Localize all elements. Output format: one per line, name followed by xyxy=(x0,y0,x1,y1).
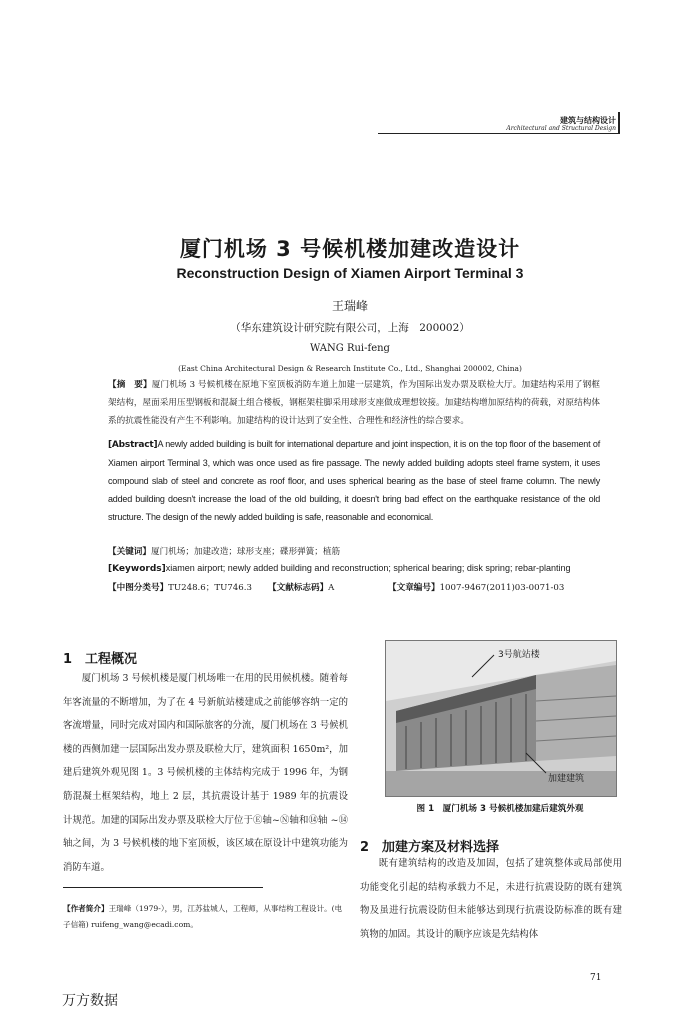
abstract-cn xyxy=(108,376,600,430)
keywords-cn-text: 厦门机场；加建改造；球形支座；碟形弹簧；植筋 xyxy=(150,547,341,557)
footnote-label: 【作者简介】 xyxy=(63,904,109,913)
section-2-paragraph: 既有建筑结构的改造及加固，包括了建筑整体或局部使用功能变化引起的结构承载力不足，未进行抗震设防的既有建筑物及虽进行抗震设防但未能够达到现行抗震设防标准的既有建筑物的加固。其设计的顺序应该是先结构体 xyxy=(360,858,622,940)
figure-1-caption: 图 1 厦门机场 3 号候机楼加建后建筑外观 xyxy=(416,804,584,814)
section-2-title: 加建方案及材料选择 xyxy=(382,840,500,855)
author-name-cn: 王瑞峰 xyxy=(331,299,368,313)
figure-1-photo xyxy=(385,640,617,797)
abstract-cn-label: 【摘 要】 xyxy=(108,380,152,390)
doc-label: 【文献标志码】 xyxy=(268,583,329,593)
doc-code xyxy=(268,581,334,593)
abstract-en xyxy=(108,435,600,526)
keywords-cn-label: 【关键词】 xyxy=(108,547,151,557)
abstract-en-label: [Abstract] xyxy=(108,440,158,450)
author-affiliation-cn: （华东建筑设计研究院有限公司，上海 200002） xyxy=(230,322,470,334)
page-number: 71 xyxy=(590,973,602,983)
journal-name-cn: 建筑与结构设计 xyxy=(560,116,616,125)
author-name-en: WANG Rui-feng xyxy=(310,343,390,354)
clc-label: 【中图分类号】 xyxy=(108,583,169,593)
paper-title-en: Reconstruction Design of Xiamen Airport Terminal 3 xyxy=(176,265,524,281)
article-label: 【文章编号】 xyxy=(388,583,440,593)
wanfang-watermark: 万方数据 xyxy=(62,993,118,1009)
clc-value: TU248.6；TU746.3 xyxy=(168,583,252,593)
keywords-cn xyxy=(108,545,608,557)
keywords-en-label: [Keywords] xyxy=(108,564,166,574)
section-1-heading xyxy=(63,648,137,667)
keywords-en-text: xiamen airport; newly added building and reconstruction; spherical bearing; disk spring; rebar-planting xyxy=(165,563,571,573)
clc-code xyxy=(108,581,252,593)
author-footnote xyxy=(63,901,348,933)
paper-title-cn: 厦门机场 3 号候机楼加建改造设计 xyxy=(179,237,521,261)
footnote-text: 王瑞峰（1979-），男，江苏盐城人，工程师，从事结构工程设计。(电子信箱) ruifeng_wang@ecadi.com。 xyxy=(63,904,343,929)
abstract-en-text: A newly added building is built for international departure and joint inspection, it is on the top floor of the basement of Xiamen airport Terminal 3, which was once used as fire passage. The newly added building adopts steel frame system, it uses compound slab of steel and concrete as roof floor, and uses spherical bearing as the base of steel frame column. The newly added building doesn't increase the load of the old building, it doesn't bring bad effect on the earthquake resistance of the old structure. The design of the newly added building is safe, reasonable and economical. xyxy=(108,439,600,522)
keywords-en xyxy=(108,563,608,574)
figure-label-terminal-3: 3号航站楼 xyxy=(498,650,540,660)
section-2-number: 2 xyxy=(360,840,370,855)
header-vertical-bar xyxy=(618,112,620,134)
header-rule xyxy=(378,133,618,134)
article-value: 1007-9467(2011)03-0071-03 xyxy=(439,583,565,593)
article-code xyxy=(388,581,564,593)
journal-name-en: Architectural and Structural Design xyxy=(506,125,616,132)
footnote-rule xyxy=(63,887,263,888)
author-affiliation-en: (East China Architectural Design & Research Institute Co., Ltd., Shanghai 200002, China) xyxy=(178,364,522,373)
doc-value: A xyxy=(328,583,335,593)
section-1-number: 1 xyxy=(63,652,73,667)
abstract-cn-text: 厦门机场 3 号候机楼在原地下室顶板消防车道上加建一层建筑，作为国际出发办票及联检大厅。加建结构采用了钢框架结构，屋面采用压型钢板和混凝土组合楼板，钢框架柱脚采用球形支座做成理想铰接。加建结构增加原结构的荷载，对原结构体系的抗震性能没有产生不利影响。加建结构的设计达到了安全性、合理性和经济性的综合要求。 xyxy=(108,380,600,426)
figure-label-added-building: 加建建筑 xyxy=(548,774,585,784)
section-1-title: 工程概况 xyxy=(85,652,138,667)
section-1-paragraph: 厦门机场 3 号候机楼是厦门机场唯一在用的民用候机楼。随着每年客流量的不断增加，为了在 4 号新航站楼建成之前能够容纳一定的客流增量，同时完成对国内和国际旅客的分流，厦门机场在 3 号候机楼的西侧加建一层国际出发办票及联检大厅，建筑面积 1650m²，加建后建筑外观见图 1。3 号候机楼的主体结构完成于 1996 年，为钢筋混凝土框架结构，地上 2 层，其抗震设计基于 1989 年的抗震设计规范。加建的国际出发办票及联检大厅位于Ⓔ轴~Ⓝ轴和⑭轴 ~⑭轴之间，为 3 号候机楼的地下室顶板，该区域在原设计中建筑功能为消防车道。 xyxy=(63,673,348,873)
